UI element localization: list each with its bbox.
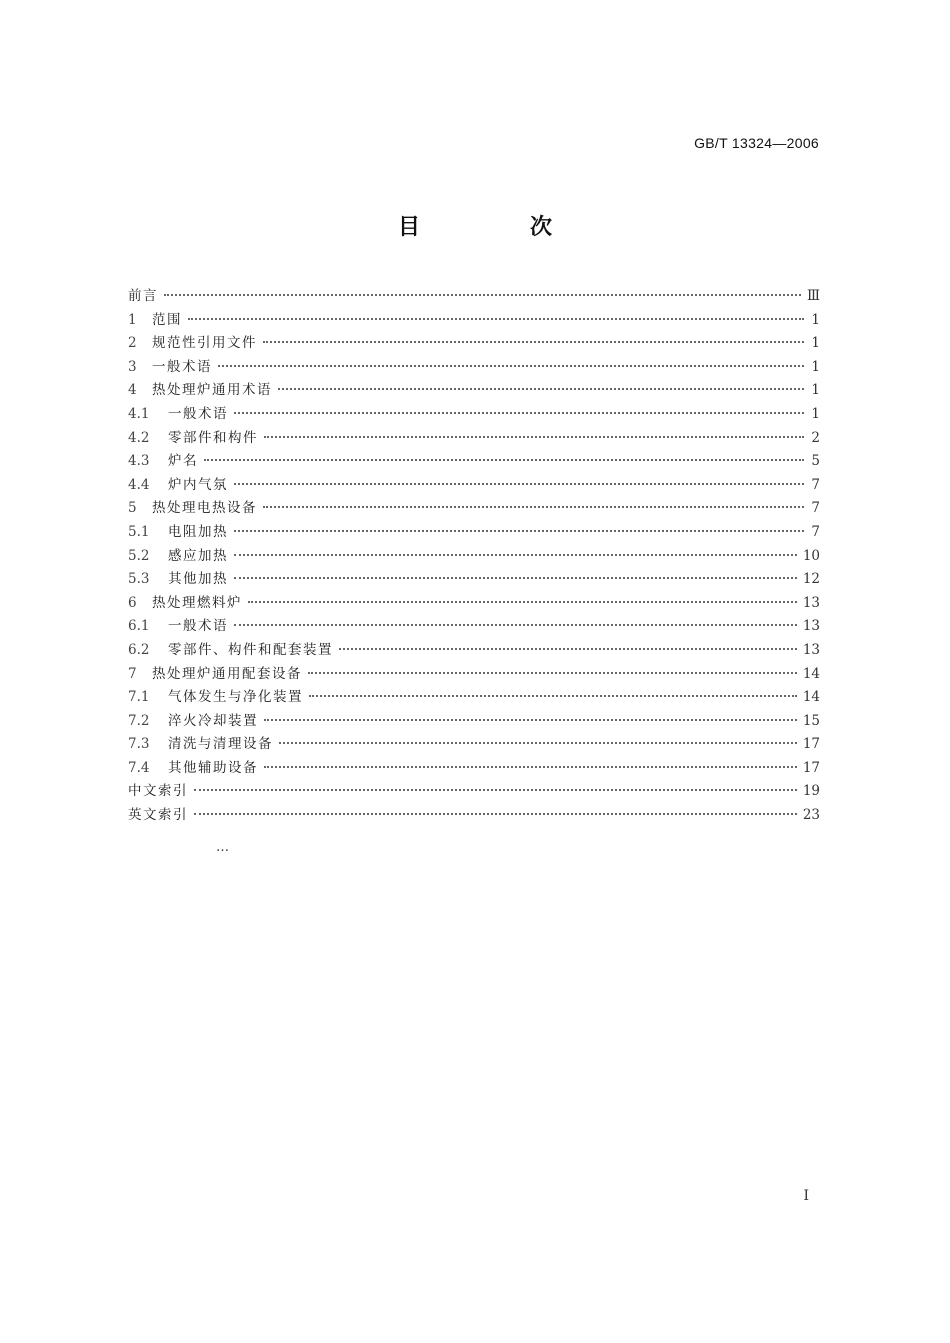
toc-leader-dots <box>264 435 804 438</box>
toc-entry-title: 范围 <box>152 311 182 328</box>
stray-mark: … <box>216 840 230 855</box>
toc-entry-title: 其他加热 <box>168 571 228 588</box>
toc-entry-page: 23 <box>802 807 820 824</box>
toc-leader-dots <box>194 788 797 791</box>
toc-entry-number: 4.4 <box>128 476 150 493</box>
toc-entry[interactable] <box>128 521 820 545</box>
toc-entry[interactable] <box>128 686 820 710</box>
toc-entry-number: 4.1 <box>128 405 150 422</box>
toc-entry[interactable] <box>128 780 820 804</box>
toc-entry[interactable] <box>128 639 820 663</box>
toc-leader-dots <box>279 741 797 744</box>
toc-entry[interactable] <box>128 615 820 639</box>
toc-entry-number: 3 <box>128 358 137 375</box>
toc-entry-number: 4.3 <box>128 453 150 470</box>
toc-leader-dots <box>264 765 797 768</box>
toc-entry-title: 中文索引 <box>128 783 188 800</box>
toc-leader-dots <box>188 317 804 320</box>
toc-entry-number: 6 <box>128 594 137 611</box>
toc-entry-title: 零部件和构件 <box>168 429 258 446</box>
toc-entry-page: 12 <box>802 571 820 588</box>
toc-entry-page: 10 <box>802 547 820 564</box>
page-number: Ⅰ <box>803 1188 809 1204</box>
table-of-contents <box>128 285 820 828</box>
page-title: 目 次 <box>397 215 596 240</box>
toc-leader-dots <box>339 647 797 650</box>
toc-entry[interactable] <box>128 285 820 309</box>
toc-leader-dots <box>234 482 804 485</box>
toc-entry-page: 14 <box>802 665 820 682</box>
standard-code: GB/T 13324—2006 <box>694 135 819 151</box>
toc-entry-page: 17 <box>802 759 820 776</box>
toc-entry[interactable] <box>128 497 820 521</box>
toc-entry-number: 7 <box>128 665 137 682</box>
toc-entry[interactable] <box>128 309 820 333</box>
toc-entry-number: 7.4 <box>128 759 150 776</box>
toc-entry-number: 4 <box>128 382 137 399</box>
toc-entry-page: 1 <box>811 311 820 328</box>
toc-leader-dots <box>278 387 804 390</box>
toc-entry[interactable] <box>128 592 820 616</box>
toc-entry-title: 规范性引用文件 <box>152 335 257 352</box>
toc-leader-dots <box>234 623 797 626</box>
toc-leader-dots <box>194 812 797 815</box>
toc-entry[interactable] <box>128 710 820 734</box>
toc-entry-title: 炉名 <box>168 453 198 470</box>
toc-leader-dots <box>263 340 804 343</box>
toc-leader-dots <box>308 671 797 674</box>
toc-entry-title: 清洗与清理设备 <box>168 736 273 753</box>
toc-entry-page: 7 <box>811 500 820 517</box>
toc-entry[interactable] <box>128 663 820 687</box>
toc-entry[interactable] <box>128 379 820 403</box>
toc-entry[interactable] <box>128 332 820 356</box>
toc-leader-dots <box>164 293 801 296</box>
toc-entry-number: 5.1 <box>128 523 150 540</box>
toc-entry-number: 7.2 <box>128 712 150 729</box>
toc-entry-number: 4.2 <box>128 429 150 446</box>
toc-entry-number: 5.2 <box>128 547 150 564</box>
toc-leader-dots <box>234 529 804 532</box>
toc-leader-dots <box>234 553 797 556</box>
toc-entry-title: 零部件、构件和配套装置 <box>168 641 333 658</box>
toc-entry-number: 5.3 <box>128 571 150 588</box>
toc-entry-number: 1 <box>128 311 137 328</box>
toc-entry-title: 淬火冷却装置 <box>168 712 258 729</box>
toc-entry-title: 一般术语 <box>168 618 228 635</box>
toc-entry-title: 热处理燃料炉 <box>152 594 242 611</box>
toc-entry-title: 电阻加热 <box>168 523 228 540</box>
toc-entry-title: 炉内气氛 <box>168 476 228 493</box>
toc-entry-page: 13 <box>802 618 820 635</box>
toc-entry[interactable] <box>128 450 820 474</box>
toc-entry[interactable] <box>128 356 820 380</box>
toc-leader-dots <box>309 694 797 697</box>
toc-entry[interactable] <box>128 403 820 427</box>
toc-entry-page: 1 <box>811 335 820 352</box>
toc-entry-number: 5 <box>128 500 137 517</box>
toc-entry-page: 5 <box>811 453 820 470</box>
toc-entry-title: 英文索引 <box>128 807 188 824</box>
toc-entry-page: 15 <box>802 712 820 729</box>
toc-entry-number: 2 <box>128 335 137 352</box>
toc-entry-title: 感应加热 <box>168 547 228 564</box>
toc-leader-dots <box>264 718 797 721</box>
toc-entry-title: 热处理炉通用术语 <box>152 382 272 399</box>
toc-entry-page: 13 <box>802 641 820 658</box>
toc-entry-number: 6.1 <box>128 618 150 635</box>
toc-leader-dots <box>234 411 804 414</box>
toc-entry-number: 7.1 <box>128 689 150 706</box>
toc-entry-page: 1 <box>811 405 820 422</box>
toc-leader-dots <box>234 576 797 579</box>
toc-entry[interactable] <box>128 474 820 498</box>
toc-entry-page: 2 <box>811 429 820 446</box>
toc-entry-page: 1 <box>811 358 820 375</box>
toc-entry-page: 1 <box>811 382 820 399</box>
toc-entry-title: 前言 <box>128 288 158 304</box>
toc-entry-title: 热处理电热设备 <box>152 500 257 517</box>
toc-entry[interactable] <box>128 804 820 828</box>
toc-entry-page: 13 <box>802 594 820 611</box>
toc-entry-title: 气体发生与净化装置 <box>168 689 303 706</box>
toc-entry-page: 19 <box>802 783 820 800</box>
toc-leader-dots <box>218 364 804 367</box>
toc-entry-page: 17 <box>802 736 820 753</box>
toc-leader-dots <box>263 505 804 508</box>
toc-entry-page: 14 <box>802 689 820 706</box>
toc-entry[interactable] <box>128 545 820 569</box>
toc-entry-number: 7.3 <box>128 736 150 753</box>
toc-entry[interactable] <box>128 427 820 451</box>
toc-entry-page: Ⅲ <box>806 288 820 304</box>
toc-entry-title: 其他辅助设备 <box>168 759 258 776</box>
toc-entry-title: 一般术语 <box>168 405 228 422</box>
toc-entry-number: 6.2 <box>128 641 150 658</box>
toc-entry-page: 7 <box>811 476 820 493</box>
toc-entry[interactable] <box>128 757 820 781</box>
toc-entry-page: 7 <box>811 523 820 540</box>
toc-entry-title: 一般术语 <box>152 358 212 375</box>
toc-entry-title: 热处理炉通用配套设备 <box>152 665 302 682</box>
toc-entry[interactable] <box>128 733 820 757</box>
toc-entry[interactable] <box>128 568 820 592</box>
toc-leader-dots <box>204 458 804 461</box>
toc-leader-dots <box>248 600 797 603</box>
